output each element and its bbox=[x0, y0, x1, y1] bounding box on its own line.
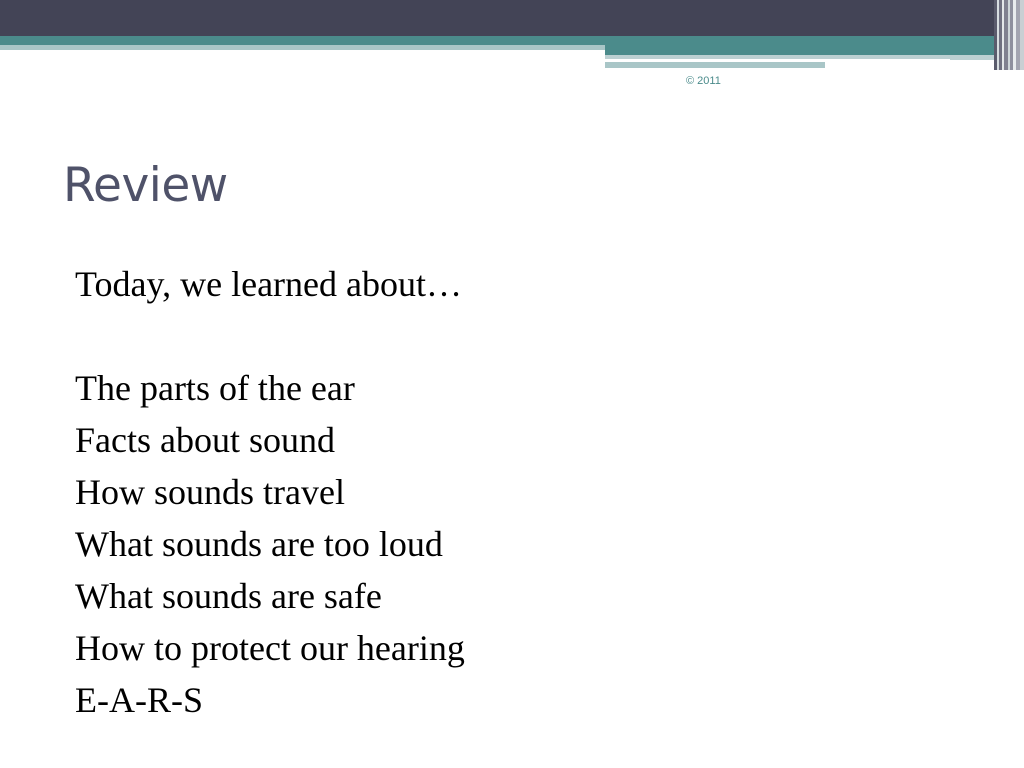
header-band-right-short bbox=[605, 62, 825, 68]
header-band-dark bbox=[0, 0, 1024, 36]
list-item: How to protect our hearing bbox=[75, 628, 465, 668]
list-item: What sounds are safe bbox=[75, 576, 382, 616]
slide-title: Review bbox=[63, 158, 228, 213]
header-band-teal bbox=[0, 36, 1024, 45]
intro-line: Today, we learned about… bbox=[75, 264, 462, 304]
list-item: What sounds are too loud bbox=[75, 524, 443, 564]
header-band-light bbox=[0, 45, 605, 50]
header-band-right-teal bbox=[605, 45, 1024, 55]
slide-body bbox=[75, 258, 465, 726]
copyright-notice: © 2011 bbox=[686, 75, 721, 87]
blank-line bbox=[75, 310, 465, 362]
list-item: Facts about sound bbox=[75, 420, 335, 460]
list-item: E-A-R-S bbox=[75, 680, 203, 720]
header-stripes-decoration bbox=[994, 0, 1024, 70]
header-thin-line bbox=[605, 59, 950, 60]
list-item: How sounds travel bbox=[75, 472, 345, 512]
list-item: The parts of the ear bbox=[75, 368, 355, 408]
